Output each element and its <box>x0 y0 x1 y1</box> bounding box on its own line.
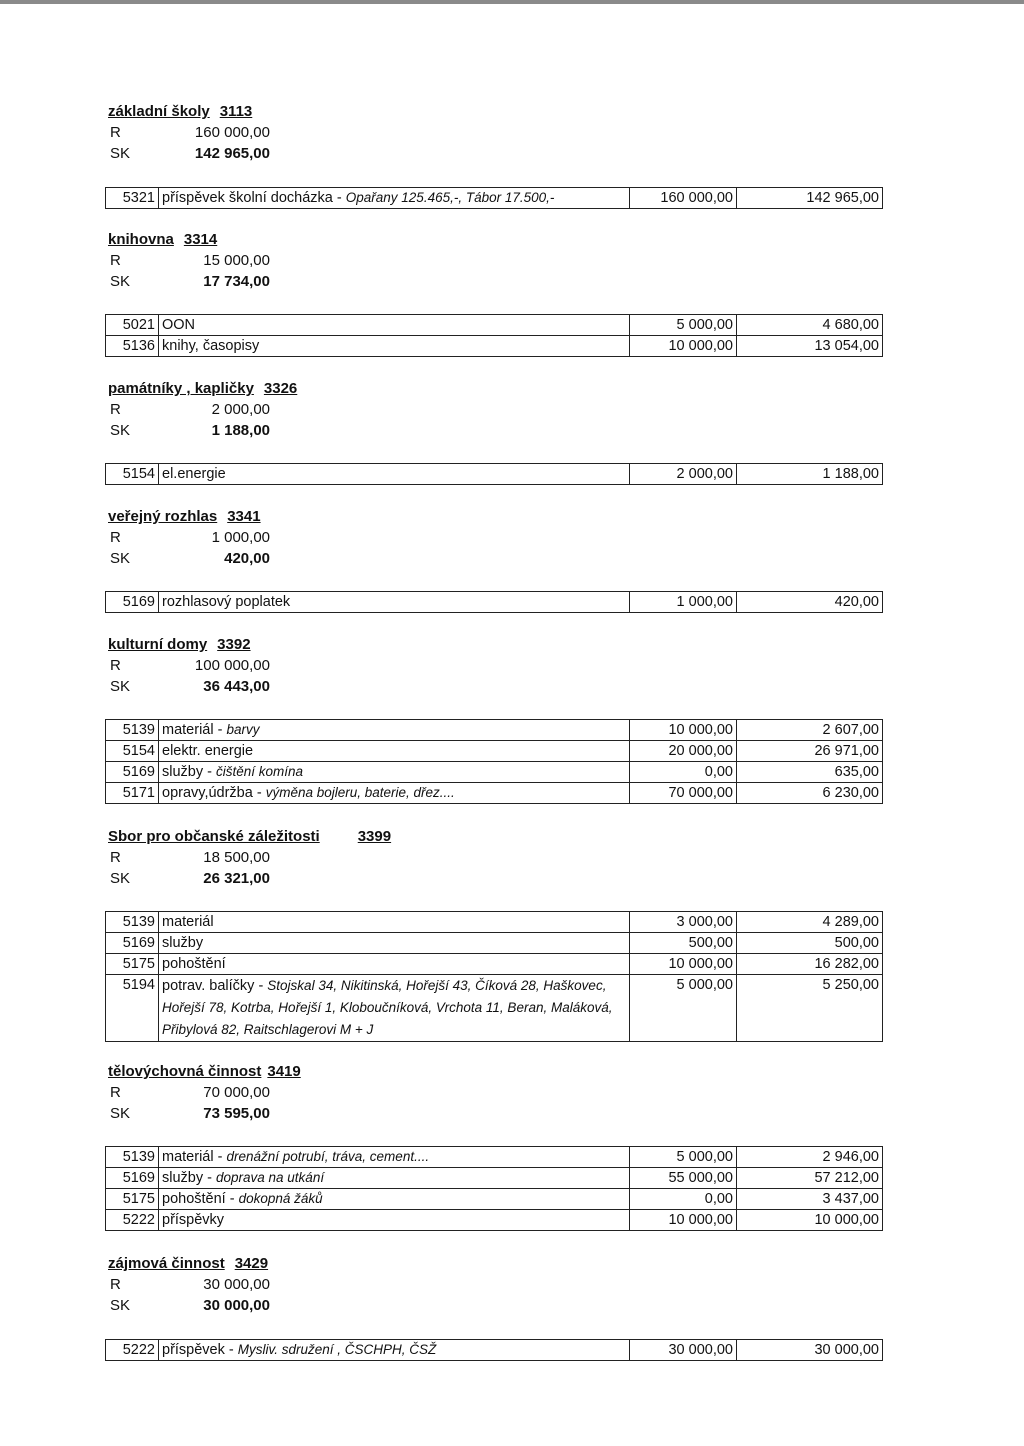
items-table-3429 <box>105 1339 883 1361</box>
table-row: 5222 příspěvky 10 000,00 10 000,00 <box>106 1210 883 1231</box>
items-table-3341 <box>105 591 883 613</box>
section-title: Sbor pro občanské záležitosti 3399 <box>108 828 392 845</box>
r-row: R 160 000,00 <box>110 124 270 141</box>
section-pamatniky <box>108 378 884 441</box>
table-row: 5139 materiál - barvy 10 000,00 2 607,00 <box>106 720 883 741</box>
items-table-3113 <box>105 187 883 209</box>
section-kulturni-domy <box>108 634 884 697</box>
r-row: R 18 500,00 <box>110 849 270 866</box>
r-row: R 1 000,00 <box>110 529 270 546</box>
r-row: R 15 000,00 <box>110 252 270 269</box>
sk-row: SK 73 595,00 <box>110 1105 270 1122</box>
table-row: 5171 opravy,údržba - výměna bojleru, baterie, dřez.... 70 000,00 6 230,00 <box>106 783 883 804</box>
table-row: 5136 knihy, časopisy 10 000,00 13 054,00 <box>106 336 883 357</box>
section-title: knihovna 3314 <box>108 231 218 248</box>
items-table-3399 <box>105 911 883 1042</box>
table-row: 5154 elektr. energie 20 000,00 26 971,00 <box>106 741 883 762</box>
table-row: 5222 příspěvek - Mysliv. sdružení , ČSCHPH, ČSŽ 30 000,00 30 000,00 <box>106 1340 883 1361</box>
sk-row: SK 1 188,00 <box>110 422 270 439</box>
table-row: 5321 příspěvek školní docházka - Opařany 125.465,-, Tábor 17.500,- 160 000,00 142 965,00 <box>106 188 883 209</box>
section-knihovna <box>108 229 884 292</box>
r-row: R 100 000,00 <box>110 657 270 674</box>
section-title: zájmová činnost 3429 <box>108 1255 269 1272</box>
section-verejny-rozhlas <box>108 506 884 569</box>
section-title: tělovýchovná činnost 3419 <box>108 1063 301 1080</box>
items-table-3326 <box>105 463 883 485</box>
section-zajmova-cinnost <box>108 1253 884 1316</box>
items-table-3314 <box>105 314 883 357</box>
section-title: základní školy 3113 <box>108 103 253 120</box>
section-title: kulturní domy 3392 <box>108 636 251 653</box>
table-row: 5169 služby 500,00 500,00 <box>106 933 883 954</box>
sk-row: SK 142 965,00 <box>110 145 270 162</box>
sk-row: SK 36 443,00 <box>110 678 270 695</box>
r-row: R 2 000,00 <box>110 401 270 418</box>
r-row: R 30 000,00 <box>110 1276 270 1293</box>
section-title: veřejný rozhlas 3341 <box>108 508 261 525</box>
table-row: 5021 OON 5 000,00 4 680,00 <box>106 315 883 336</box>
section-telovychovna-cinnost <box>108 1061 884 1124</box>
section-sbor-pro-obcanske-zalezitosti <box>108 826 884 889</box>
table-row: 5169 rozhlasový poplatek 1 000,00 420,00 <box>106 592 883 613</box>
sk-row: SK 26 321,00 <box>110 870 270 887</box>
sk-row: SK 17 734,00 <box>110 273 270 290</box>
items-table-3419 <box>105 1146 883 1231</box>
table-row: 5175 pohoštění 10 000,00 16 282,00 <box>106 954 883 975</box>
sk-row: SK 420,00 <box>110 550 270 567</box>
section-title: památníky , kapličky 3326 <box>108 380 298 397</box>
scan-top-edge <box>0 0 1024 4</box>
section-zakladni-skoly <box>108 101 884 164</box>
table-row: 5194 potrav. balíčky - Stojskal 34, Nikitinská, Hořejší 43, Číková 28, Haškovec, Hořejší 78, Kotrba, Hořejší 1, Kloboučníková, Vrchota 11, Beran, Maláková, Přibylová 82, Raitschlagerovi M + J 5 000,00 5 250,00 <box>106 975 883 1042</box>
table-row: 5154 el.energie 2 000,00 1 188,00 <box>106 464 883 485</box>
table-row: 5139 materiál - drenážní potrubí, tráva, cement.... 5 000,00 2 946,00 <box>106 1147 883 1168</box>
items-table-3392 <box>105 719 883 804</box>
r-row: R 70 000,00 <box>110 1084 270 1101</box>
table-row: 5139 materiál 3 000,00 4 289,00 <box>106 912 883 933</box>
table-row: 5169 služby - čištění komína 0,00 635,00 <box>106 762 883 783</box>
table-row: 5175 pohoštění - dokopná žáků 0,00 3 437,00 <box>106 1189 883 1210</box>
table-row: 5169 služby - doprava na utkání 55 000,00 57 212,00 <box>106 1168 883 1189</box>
sk-row: SK 30 000,00 <box>110 1297 270 1314</box>
